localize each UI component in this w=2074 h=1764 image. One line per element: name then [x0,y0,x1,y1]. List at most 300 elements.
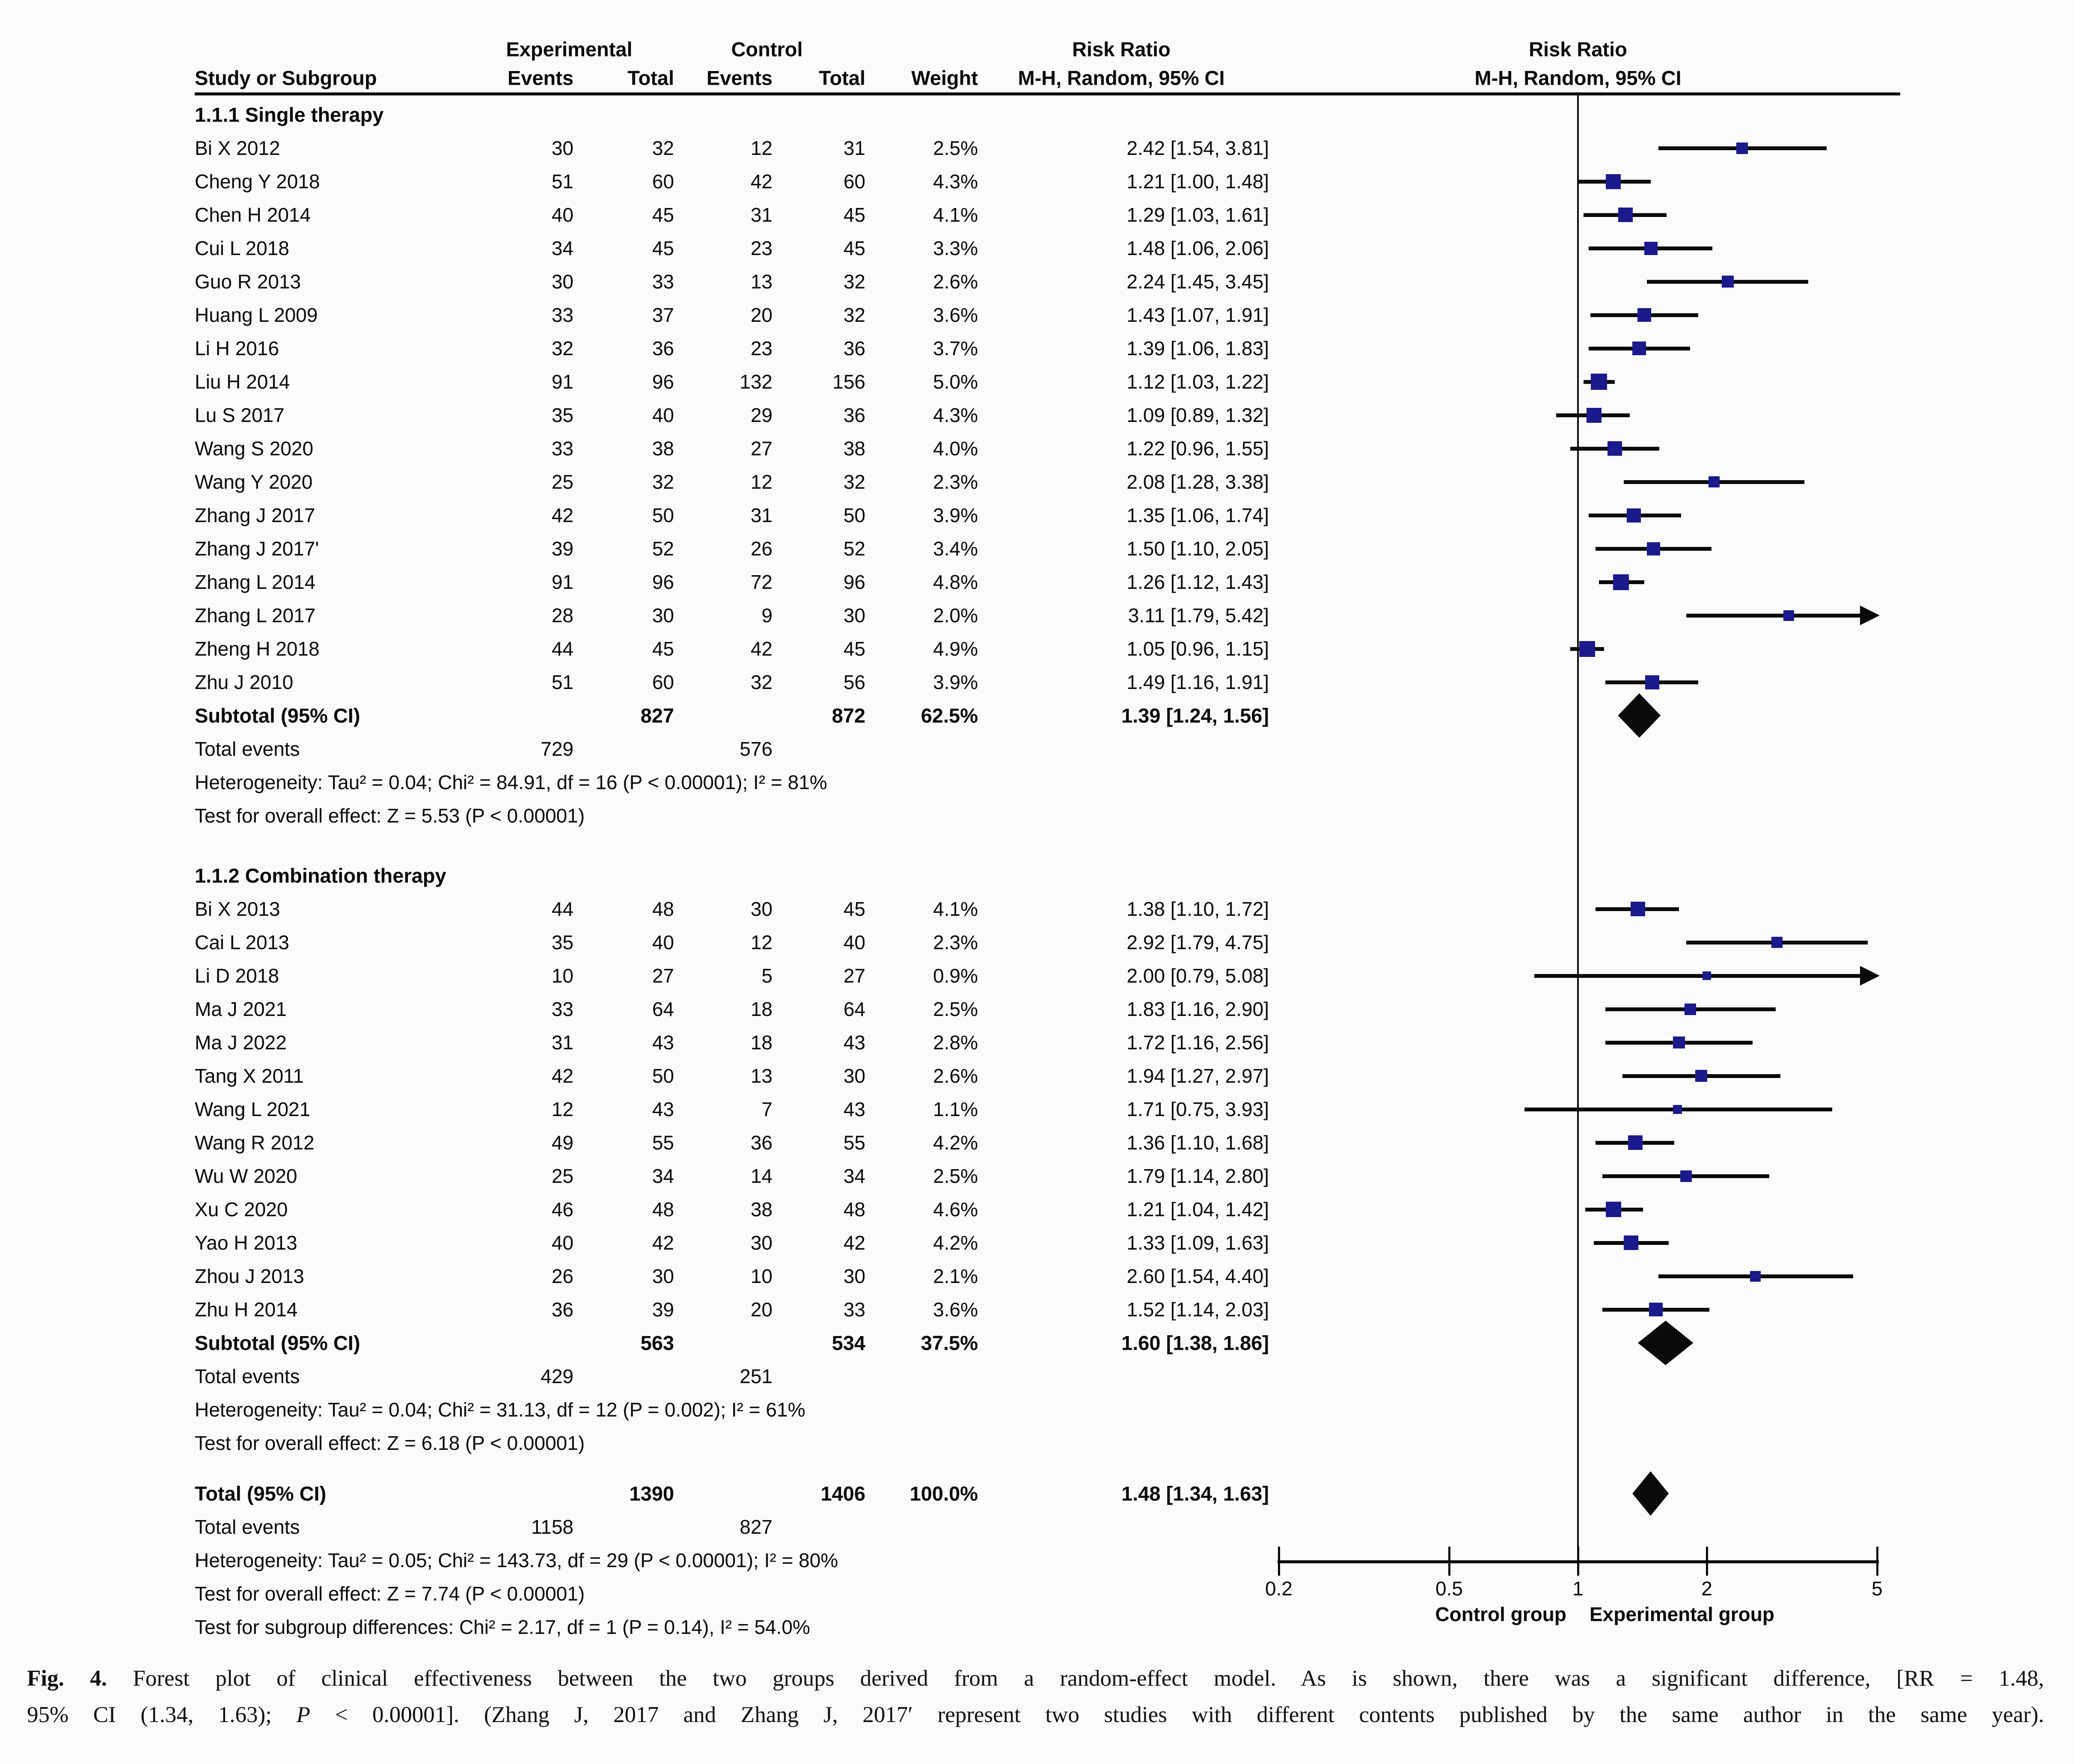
axis-left-label: Control group [1435,1603,1566,1625]
effect-marker [1628,1135,1643,1150]
study-ctrl-total: 30 [843,604,865,627]
study-ctrl-events: 12 [750,471,773,493]
study-ctrl-total: 50 [843,504,865,526]
study-exp-total: 32 [652,137,674,159]
study-weight: 4.1% [933,204,978,226]
axis-right-label: Experimental group [1590,1603,1774,1625]
study-exp-total: 48 [652,898,674,920]
subtotal-weight: 37.5% [921,1331,978,1354]
study-ctrl-events: 30 [750,1232,773,1254]
study-ci-label: 3.11 [1.79, 5.42] [1128,604,1269,627]
axis-tick [1278,1547,1280,1576]
subtotal-label: Subtotal (95% CI) [195,704,360,727]
study-ctrl-total: 45 [843,638,865,660]
total-events-experimental: 729 [541,738,573,760]
study-name: Bi X 2012 [195,137,280,159]
study-name: Bi X 2013 [195,898,280,920]
study-name: Wang Y 2020 [195,471,313,493]
pooled-diamond [1618,693,1661,738]
total-events-label: Total events [195,1516,300,1538]
study-name: Tang X 2011 [195,1065,304,1087]
grand-total-exp-total: 1390 [629,1482,674,1505]
effect-marker [1591,374,1607,390]
effect-marker [1722,276,1734,288]
effect-marker [1637,308,1651,322]
study-ci-label: 2.08 [1.28, 3.38] [1126,471,1269,493]
study-exp-total: 96 [652,571,674,593]
weight-header: Weight [911,66,978,89]
study-weight: 5.0% [933,371,978,393]
total-events-experimental: 429 [541,1365,573,1387]
study-name: Wang L 2021 [195,1098,311,1120]
overall-effect-line: Test for overall effect: Z = 7.74 (P < 0.00001) [195,1583,585,1605]
study-weight: 2.3% [933,931,978,953]
subgroup-differences-line: Test for subgroup differences: Chi² = 2.17, df = 1 (P = 0.14), I² = 54.0% [195,1616,810,1638]
study-exp-total: 42 [652,1232,674,1254]
study-weight: 4.6% [933,1198,978,1221]
study-weight: 2.3% [933,471,978,493]
study-exp-events: 91 [551,371,573,393]
figure-caption-line-2 [27,1702,2044,1728]
mh-plot-header: M-H, Random, 95% CI [1474,66,1682,89]
study-ci-label: 1.50 [1.10, 2.05] [1126,538,1269,560]
study-name: Wu W 2020 [195,1165,297,1187]
study-exp-total: 50 [652,504,674,526]
total-events-control: 827 [740,1516,773,1538]
study-ctrl-total: 33 [843,1298,865,1321]
study-ctrl-total: 45 [843,204,865,226]
study-col-header: Study or Subgroup [195,66,377,89]
study-ci-label: 1.21 [1.00, 1.48] [1126,170,1269,193]
study-name: Zhang J 2017' [195,538,319,560]
study-exp-events: 39 [551,538,573,560]
heterogeneity-line: Heterogeneity: Tau² = 0.05; Chi² = 143.73, df = 29 (P < 0.00001); I² = 80% [195,1549,838,1571]
study-exp-events: 28 [551,604,573,627]
study-exp-total: 34 [652,1165,674,1187]
study-ctrl-events: 10 [750,1265,773,1287]
caption-italic-p: P [296,1702,310,1727]
study-ci-label: 1.35 [1.06, 1.74] [1126,504,1269,526]
grand-total-weight: 100.0% [909,1482,978,1505]
study-exp-total: 32 [652,471,674,493]
total-events-label: Total events [195,738,300,760]
axis-tick [1448,1547,1450,1576]
study-ctrl-events: 23 [750,237,773,259]
study-weight: 3.6% [933,1298,978,1321]
study-ctrl-total: 40 [843,931,865,953]
effect-marker [1673,1105,1682,1114]
study-exp-total: 45 [652,638,674,660]
overall-effect-line: Test for overall effect: Z = 6.18 (P < 0.00001) [195,1432,585,1454]
study-exp-events: 91 [551,571,573,593]
study-exp-total: 60 [652,671,674,693]
study-ctrl-events: 29 [750,404,773,426]
study-ctrl-events: 12 [750,931,773,953]
effect-marker [1703,971,1711,980]
study-ctrl-events: 27 [750,437,773,460]
study-exp-total: 45 [652,204,674,226]
study-ctrl-total: 31 [843,137,865,159]
study-ci-label: 1.39 [1.06, 1.83] [1126,337,1269,359]
control-events-header: Events [706,66,773,89]
effect-marker [1771,937,1783,948]
study-exp-total: 43 [652,1098,674,1120]
study-ctrl-total: 48 [843,1198,865,1221]
effect-marker [1618,208,1633,222]
study-weight: 2.1% [933,1265,978,1287]
heterogeneity-line: Heterogeneity: Tau² = 0.04; Chi² = 31.13, df = 12 (P = 0.002); I² = 61% [195,1399,805,1421]
risk-ratio-text-header: Risk Ratio [1072,38,1171,61]
study-exp-total: 50 [652,1065,674,1087]
study-weight: 3.9% [933,671,978,693]
study-exp-events: 26 [551,1265,573,1287]
study-ci-label: 1.33 [1.09, 1.63] [1126,1232,1269,1254]
study-exp-events: 34 [551,237,573,259]
study-ctrl-total: 45 [843,898,865,920]
control-total-header: Total [819,66,865,89]
effect-marker [1685,1004,1696,1015]
ci-line [1686,614,1861,618]
study-exp-events: 25 [551,471,573,493]
pooled-diamond [1632,1471,1669,1516]
heterogeneity-line: Heterogeneity: Tau² = 0.04; Chi² = 84.91, df = 16 (P < 0.00001); I² = 81% [195,771,827,793]
subtotal-exp-total: 563 [640,1331,674,1354]
study-name: Li H 2016 [195,337,279,359]
study-ci-label: 1.21 [1.04, 1.42] [1126,1198,1269,1221]
study-weight: 2.5% [933,1165,978,1187]
study-ci-label: 1.83 [1.16, 2.90] [1126,998,1269,1020]
subtotal-ci-label: 1.60 [1.38, 1.86] [1121,1331,1269,1354]
effect-marker [1587,408,1602,423]
study-name: Ma J 2021 [195,998,287,1020]
study-exp-events: 25 [551,1165,573,1187]
study-exp-total: 43 [652,1031,674,1054]
study-ctrl-total: 55 [843,1131,865,1154]
study-weight: 4.9% [933,638,978,660]
study-exp-total: 40 [652,931,674,953]
effect-marker [1631,902,1645,916]
study-weight: 4.0% [933,437,978,460]
mh-text-header: M-H, Random, 95% CI [1018,66,1225,89]
study-ctrl-total: 32 [843,471,865,493]
study-ctrl-events: 42 [750,638,773,660]
study-weight: 3.3% [933,237,978,259]
study-ctrl-events: 12 [750,137,773,159]
study-exp-total: 40 [652,404,674,426]
effect-marker [1607,441,1622,456]
effect-marker [1645,675,1659,689]
study-ctrl-events: 36 [750,1131,773,1154]
study-ctrl-total: 34 [843,1165,865,1187]
study-ctrl-total: 27 [843,965,865,987]
study-exp-total: 30 [652,604,674,627]
effect-marker [1613,574,1629,590]
study-weight: 4.3% [933,404,978,426]
caption-text-1: Forest plot of clinical effectiveness between the two groups derived from a random-effect model. As is shown, there was a significant difference, [RR = 1.48, [107,1666,2044,1691]
study-ctrl-total: 30 [843,1265,865,1287]
study-weight: 3.9% [933,504,978,526]
study-ctrl-events: 20 [750,1298,773,1321]
study-ctrl-total: 43 [843,1031,865,1054]
effect-marker [1649,1303,1663,1316]
axis-tick-label: 5 [1872,1577,1883,1600]
effect-marker [1632,342,1646,355]
effect-marker [1709,476,1720,487]
control-group-header: Control [731,38,803,61]
study-weight: 3.6% [933,304,978,326]
study-ci-label: 1.79 [1.14, 2.80] [1126,1165,1269,1187]
study-ci-label: 1.05 [0.96, 1.15] [1126,638,1269,660]
effect-marker [1627,508,1641,523]
study-weight: 3.7% [933,337,978,359]
study-exp-events: 12 [551,1098,573,1120]
study-exp-events: 35 [551,404,573,426]
axis-tick [1706,1547,1708,1576]
study-ctrl-total: 52 [843,538,865,560]
study-exp-events: 33 [551,304,573,326]
study-exp-events: 46 [551,1198,573,1221]
study-ctrl-events: 31 [750,204,773,226]
grand-total-ctrl-total: 1406 [820,1482,865,1505]
study-ci-label: 2.60 [1.54, 4.40] [1126,1265,1269,1287]
study-ctrl-total: 42 [843,1232,865,1254]
study-ctrl-events: 31 [750,504,773,526]
subtotal-weight: 62.5% [921,704,978,727]
effect-marker [1680,1170,1692,1182]
study-exp-total: 55 [652,1131,674,1154]
study-name: Cheng Y 2018 [195,170,320,193]
section-title: 1.1.1 Single therapy [195,103,384,126]
study-name: Yao H 2013 [195,1232,297,1254]
header-divider [195,92,1900,95]
study-ctrl-events: 20 [750,304,773,326]
study-exp-events: 36 [551,1298,573,1321]
figure-number: Fig. 4. [27,1666,107,1691]
study-ctrl-total: 96 [843,571,865,593]
study-ctrl-total: 32 [843,270,865,293]
study-ctrl-events: 23 [750,337,773,359]
study-ci-label: 1.49 [1.16, 1.91] [1126,671,1269,693]
study-name: Zhou J 2013 [195,1265,304,1287]
study-exp-total: 52 [652,538,674,560]
study-ci-label: 1.09 [0.89, 1.32] [1126,404,1269,426]
study-name: Zhang L 2017 [195,604,316,627]
study-ctrl-events: 18 [750,1031,773,1054]
study-ctrl-events: 13 [750,270,773,293]
study-ci-label: 1.38 [1.10, 1.72] [1126,898,1269,920]
total-events-control: 251 [740,1365,773,1387]
effect-marker [1606,1202,1621,1217]
grand-total-label: Total (95% CI) [195,1482,327,1505]
risk-ratio-plot-header: Risk Ratio [1529,38,1627,61]
experimental-group-header: Experimental [506,38,633,61]
study-exp-total: 30 [652,1265,674,1287]
study-ctrl-events: 32 [750,671,773,693]
study-exp-events: 30 [551,270,573,293]
study-exp-total: 96 [652,371,674,393]
study-ci-label: 1.72 [1.16, 2.56] [1126,1031,1269,1054]
study-name: Xu C 2020 [195,1198,288,1221]
axis-tick-label: 0.5 [1435,1577,1463,1600]
study-ctrl-events: 9 [761,604,773,627]
study-name: Chen H 2014 [195,204,311,226]
effect-marker [1647,542,1660,555]
study-ctrl-total: 30 [843,1065,865,1087]
study-ci-label: 1.71 [0.75, 3.93] [1126,1098,1269,1120]
study-exp-events: 44 [551,898,573,920]
study-exp-events: 40 [551,204,573,226]
subtotal-ci-label: 1.39 [1.24, 1.56] [1121,704,1269,727]
study-ctrl-events: 26 [750,538,773,560]
study-weight: 3.4% [933,538,978,560]
study-exp-total: 33 [652,270,674,293]
caption-text-2a: 95% CI (1.34, 1.63); [27,1702,297,1727]
study-weight: 4.2% [933,1131,978,1154]
study-ctrl-total: 43 [843,1098,865,1120]
study-weight: 4.1% [933,898,978,920]
study-exp-total: 27 [652,965,674,987]
subtotal-ctrl-total: 534 [832,1331,865,1354]
total-events-control: 576 [740,738,773,760]
study-exp-total: 60 [652,170,674,193]
study-ctrl-total: 36 [843,404,865,426]
study-weight: 2.0% [933,604,978,627]
pooled-diamond [1638,1321,1694,1365]
ci-arrow-right [1860,606,1880,625]
study-exp-events: 49 [551,1131,573,1154]
section-title: 1.1.2 Combination therapy [195,864,446,887]
study-ci-label: 2.42 [1.54, 3.81] [1126,137,1269,159]
grand-total-ci-label: 1.48 [1.34, 1.63] [1121,1482,1269,1505]
experimental-total-header: Total [627,66,674,89]
study-exp-events: 30 [551,137,573,159]
study-weight: 2.6% [933,270,978,293]
study-name: Cai L 2013 [195,931,289,953]
axis-tick-label: 0.2 [1265,1577,1293,1600]
axis-tick-label: 1 [1572,1577,1584,1600]
study-weight: 4.2% [933,1232,978,1254]
study-name: Lu S 2017 [195,404,285,426]
effect-marker [1783,610,1794,621]
study-exp-events: 42 [551,1065,573,1087]
effect-marker [1695,1070,1707,1082]
study-exp-events: 44 [551,638,573,660]
experimental-events-header: Events [507,66,573,89]
study-ctrl-events: 14 [750,1165,773,1187]
effect-marker [1673,1036,1685,1048]
study-weight: 4.8% [933,571,978,593]
subtotal-exp-total: 827 [640,704,674,727]
study-ci-label: 1.22 [0.96, 1.55] [1126,437,1269,460]
study-exp-events: 42 [551,504,573,526]
axis-tick [1876,1547,1878,1576]
study-ctrl-events: 38 [750,1198,773,1221]
study-ctrl-events: 42 [750,170,773,193]
total-events-label: Total events [195,1365,300,1387]
study-exp-total: 37 [652,304,674,326]
study-ci-label: 1.12 [1.03, 1.22] [1126,371,1269,393]
effect-marker [1624,1235,1638,1250]
study-ci-label: 1.29 [1.03, 1.61] [1126,204,1269,226]
study-weight: 2.6% [933,1065,978,1087]
study-exp-events: 40 [551,1232,573,1254]
study-ctrl-total: 32 [843,304,865,326]
study-exp-events: 10 [551,965,573,987]
subtotal-ctrl-total: 872 [832,704,865,727]
study-name: Ma J 2022 [195,1031,287,1054]
study-exp-events: 31 [551,1031,573,1054]
study-weight: 4.3% [933,170,978,193]
effect-marker [1736,143,1748,154]
subtotal-label: Subtotal (95% CI) [195,1331,360,1354]
study-exp-total: 45 [652,237,674,259]
study-name: Li D 2018 [195,965,279,987]
study-ctrl-total: 36 [843,337,865,359]
study-ci-label: 2.00 [0.79, 5.08] [1126,965,1269,987]
study-name: Huang L 2009 [195,304,318,326]
study-ctrl-total: 64 [843,998,865,1020]
study-name: Zhu H 2014 [195,1298,298,1321]
study-exp-events: 32 [551,337,573,359]
study-exp-events: 51 [551,671,573,693]
total-events-experimental: 1158 [531,1516,573,1538]
ci-line [1534,974,1861,978]
figure-caption-line-1 [27,1666,2044,1691]
study-ctrl-events: 18 [750,998,773,1020]
study-name: Wang R 2012 [195,1131,315,1154]
study-ci-label: 2.24 [1.45, 3.45] [1126,270,1269,293]
study-name: Zhu J 2010 [195,671,294,693]
study-exp-events: 33 [551,998,573,1020]
study-weight: 1.1% [933,1098,978,1120]
study-name: Zhang L 2014 [195,571,316,593]
study-ctrl-total: 38 [843,437,865,460]
axis-tick-label: 2 [1701,1577,1712,1600]
study-ctrl-events: 30 [750,898,773,920]
study-weight: 2.5% [933,137,978,159]
study-name: Guo R 2013 [195,270,301,293]
study-ctrl-total: 60 [843,170,865,193]
study-exp-events: 35 [551,931,573,953]
ci-arrow-right [1860,966,1880,986]
study-ctrl-total: 56 [843,671,865,693]
study-name: Wang S 2020 [195,437,314,460]
effect-marker [1579,641,1595,657]
study-name: Cui L 2018 [195,237,289,259]
study-exp-total: 38 [652,437,674,460]
effect-marker [1644,242,1658,255]
study-weight: 2.5% [933,998,978,1020]
study-ci-label: 1.48 [1.06, 2.06] [1126,237,1269,259]
study-ci-label: 2.92 [1.79, 4.75] [1126,931,1269,953]
study-exp-total: 64 [652,998,674,1020]
caption-text-2b: < 0.00001]. (Zhang J, 2017 and Zhang J, 2017′ represent two studies with different contents published by the same author in the same year). [310,1702,2044,1727]
study-ctrl-events: 132 [740,371,773,393]
study-weight: 0.9% [933,965,978,987]
study-exp-events: 33 [551,437,573,460]
study-weight: 2.8% [933,1031,978,1054]
no-effect-line [1577,95,1579,1563]
study-ci-label: 1.52 [1.14, 2.03] [1126,1298,1269,1321]
study-exp-events: 51 [551,170,573,193]
effect-marker [1606,174,1621,189]
study-ci-label: 1.26 [1.12, 1.43] [1126,571,1269,593]
study-ctrl-events: 72 [750,571,773,593]
study-name: Zhang J 2017 [195,504,315,526]
effect-marker [1750,1271,1761,1282]
study-ci-label: 1.36 [1.10, 1.68] [1126,1131,1269,1154]
overall-effect-line: Test for overall effect: Z = 5.53 (P < 0.00001) [195,805,585,827]
